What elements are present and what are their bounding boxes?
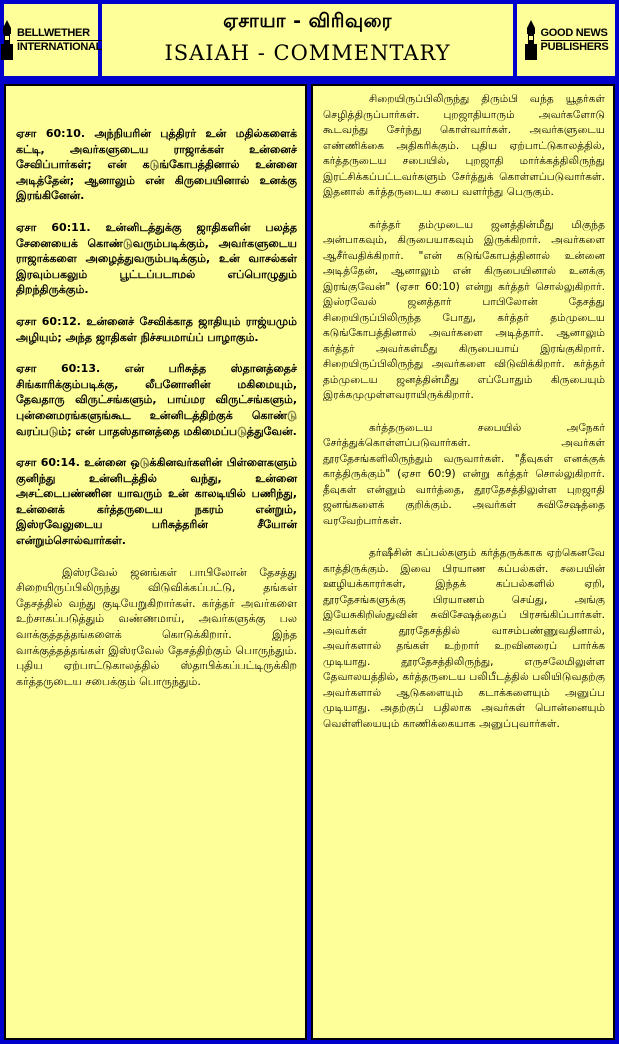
logo-right-line2: PUBLISHERS — [540, 40, 609, 53]
logo-left-line2: INTERNATIONAL — [16, 40, 103, 53]
title-box — [102, 4, 513, 76]
commentary-paragraph: சிறையிருப்பிலிருந்து திரும்பி வந்த யூதர்கள் செழித்திருப்பார்கள். புறஜாதியாரும் அவர்களோடு கூடவந்து சேர்ந்து கொள்வார்கள். அவர்களுடைய எண்ணிக்கை அதிகரிக்கும். புதிய ஏற்பாட்டுகாலத்தில், கர்த்தருடைய சபையில், புறஜாதி மார்க்கத்திலிருந்து இரட்சிக்கப்பட்டவர்களும் சேர்த்துக் கொள்ளப்படுவார்கள். இதனால் கர்த்தருடைய சபை வளர்ந்து பெருகும். — [323, 93, 605, 198]
commentary-paragraph: கர்த்தருடைய சபையில் அநேகர் சேர்த்துக்கொள்ளப்படுவார்கள். அவர்கள் தூரதேசங்களிலிருந்தும் வருவார்கள். "தீவுகள் எனக்குக் காத்திருக்கும்" (ஏசா 60:9) என்று கர்த்தர் சொல்லுகிறார். தீவுகள் என்னும் வார்த்தை, தூரதேசத்திலுள்ள புறஜாதி ஜனங்களைக் குறிக்கும். அவர்கள் சுவிசேஷத்தை வரவேற்பார்கள். — [323, 421, 605, 527]
right-column — [311, 84, 615, 1040]
left-column — [4, 84, 307, 1040]
commentary-intro: இஸ்ரவேல் ஜனங்கள் பாபிலோன் தேசத்து சிறையிருப்பிலிருந்து விடுவிக்கப்பட்டு, தங்கள் தேசத்தில் வந்து குடியேறுகிறார்கள். கர்த்தர் அவர்களை உற்சாகப்படுத்தும் வண்ணமாய், அவர்களுக்கு பல வாக்குத்தத்தங்களைக் கொடுக்கிறார். இந்த வாக்குத்தத்தங்கள் இஸ்ரவேல் தேசத்திற்கும் பொருந்தும். புதிய ஏற்பாட்டுகாலத்தில் ஸ்தாபிக்கப்பட்டிருக்கிற கர்த்தருடைய சபைக்கும் பொருந்தும். — [16, 565, 297, 688]
verse-60-10: ஏசா 60:10. அந்நியரின் புத்திரர் உன் மதில்களைக் கட்டி, அவர்களுடைய ராஜாக்கள் உன்னைச் சேவிப்பார்கள்; என் கடுங்கோபத்தினால் உன்னை அடித்தேன்; ஆனாலும் என் கிருபையினால் உனக்கு இரங்கினேன். — [16, 127, 297, 203]
logo-left-line1: BELLWETHER — [17, 27, 102, 41]
logo-right-line1: GOOD NEWS — [540, 26, 608, 39]
page-title-tamil: ஏசாயா - விரிவுரை — [223, 10, 392, 32]
commentary-paragraph: கர்த்தர் தம்முடைய ஜனத்தின்மீது மிகுந்த அன்பாகவும், கிருபையாகவும் இருக்கிறார். அவர்களை ஆசீர்வதிக்கிறார். "என் கடுங்கோபத்தினால் உன்னை அடித்தேன், ஆனாலும் என் கிருபையினால் உனக்கு இரங்குவேன்" (ஏசா 60:10) என்று கர்த்தர் சொல்லுகிறார். இஸ்ரவேல் ஜனத்தார் பாபிலோன் தேசத்து சிறையிருப்பிலிருந்த போது, கர்த்தர் தம்முடைய கடுங்கோபத்தினால் அவர்களை அடித்தார். ஆனாலும் கர்த்தர் அவர்கள்மீது கிருபையாய் இரங்குகிறார். சிறையிருப்பிலிருந்து அவர்களை விடுவிக்கிறார். கர்த்தர் தம்முடைய ஜனத்தின்மீது எப்போதும் கிருபையும் இரக்கமுமுள்ளவராயிருக்கிறார். — [323, 218, 605, 401]
good-news-logo — [517, 4, 615, 76]
page-title-english: ISAIAH - COMMENTARY — [164, 41, 451, 65]
bell-tower-icon — [524, 20, 538, 60]
verse-60-14: ஏசா 60:14. உன்னை ஒடுக்கினவர்களின் பிள்ளைகளும் குனிந்து உன்னிடத்தில் வந்து, உன்னை அசட்டைபண்ணின யாவரும் உன் காலடியில் பணிந்து, உன்னைக் கர்த்தருடைய நகரம் என்றும், இஸ்ரவேலுடைய பரிசுத்தரின் சீயோன் என்றும்சொல்வார்கள். — [16, 456, 297, 548]
page-header — [0, 0, 619, 80]
bellwether-logo — [4, 4, 103, 76]
commentary-paragraph: தர்ஷீசின் கப்பல்களும் கர்த்தருக்காக ஏற்கெனவே காத்திருக்கும். இவை பிரயாண கப்பல்கள். சபையின் ஊழியக்காரர்கள், இந்தக் கப்பல்களில் ஏறி, தூரதேசங்களுக்கு பிரயாணம் செய்து, அங்கு இயேசுகிறிஸ்துவின் சுவிசேஷத்தைப் பிரசங்கிப்பார்கள். அவர்கள் தூரதேசத்தில் வாசம்பண்ணுவதினால், அவர்களால் தங்கள் உற்றார் உறவினரைப் பார்க்க முடியாது. தூரதேசத்திலிருந்து, எருசலேமிலுள்ள தேவாலயத்தில், கர்த்தருடைய பலிபீடத்தில் பலியிடுவதற்கு அவர்களால் ஆடுகளையும் கடாக்களையும் அனுப்ப முடியாது. அதற்குப் பதிலாக அவர்கள் பொன்னையும் வெள்ளியையும் காணிக்கையாக அனுப்புவார்கள். — [323, 547, 605, 730]
content-frame — [0, 80, 619, 1044]
verse-60-13: ஏசா 60:13. என் பரிசுத்த ஸ்தானத்தைச் சிங்காரிக்கும்படிக்கு, லீபனோனின் மகிமையும், தேவதாரு விருட்சங்களும், பாய்மர விருட்சங்களும், புன்னைமரங்களுங்கூட உன்னிடத்திற்குக் கொண்டு வரப்படும்; என் பாதஸ்தானத்தை மகிமைப்படுத்துவேன். — [16, 362, 297, 438]
bell-tower-icon — [0, 20, 14, 60]
verse-60-11: ஏசா 60:11. உன்னிடத்துக்கு ஜாதிகளின் பலத்த சேனையைக் கொண்டுவரும்படிக்கும், அவர்களுடைய ராஜாக்களை அழைத்துவரும்படிக்கும், உன் வாசல்கள் இரவும்பகலும் பூட்டப்படாமல் எப்பொழுதும் திறந்திருக்கும். — [16, 220, 297, 297]
verse-60-12: ஏசா 60:12. உன்னைச் சேவிக்காத ஜாதியும் ராஜ்யமும் அழியும்; அந்த ஜாதிகள் நிச்சயமாய்ப் பாழாகும். — [16, 314, 297, 344]
